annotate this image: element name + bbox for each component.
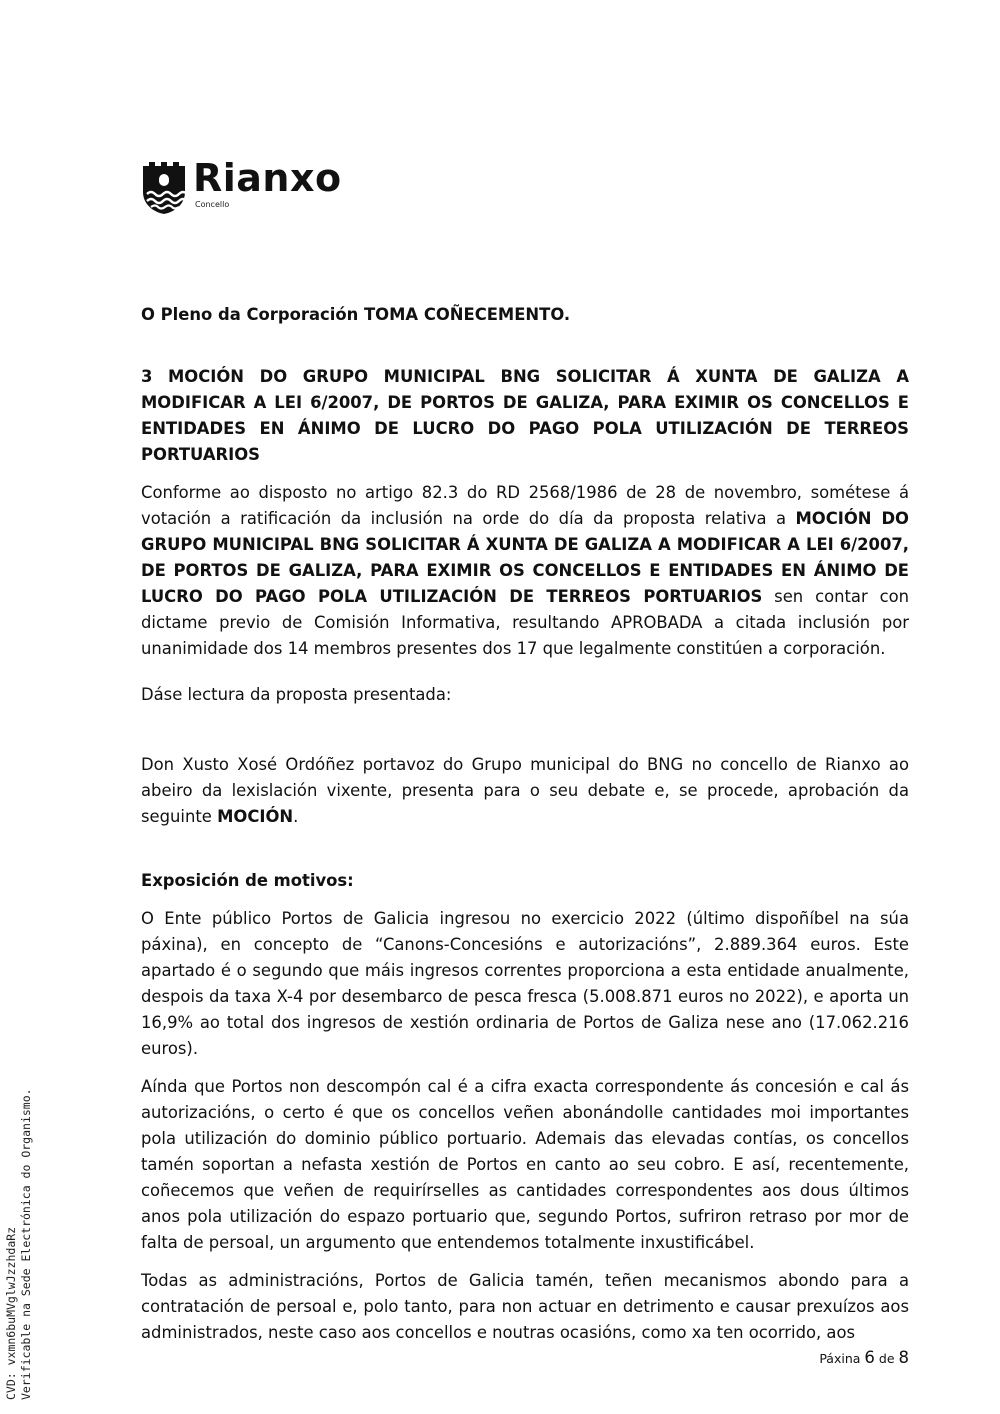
paragraph-lectura: Dáse lectura da proposta presentada: (141, 685, 452, 704)
verification-note: Verificable na Sede Electrónica do Organismo. (19, 1088, 33, 1400)
page-of: de (878, 1351, 895, 1366)
cvd-code: CVD: vxmn6buMVglwJzzhdaRz (4, 1226, 18, 1400)
logo-subtitle: Concello (195, 200, 230, 209)
paragraph-motivos-2: Aínda que Portos non descompón cal é a cifra exacta correspondente ás concesión e cal ás autorizacións, o certo é que os concellos veñen abonándolle cantidades moi importantes pola utilización do dominio público portuario. Ademais das elevadas contías, os concellos tamén soportan a nefasta xestión de Portos en canto ao seu cobro. E así, recentemente, coñecemos que veñen de requirírselles as cantidades correspondentes aos dous últimos anos pola utilización do espazo portuario que, segundo Portos, sufriron retraso por mor de falta de persoal, un argumento que entendemos totalmente inxustificábel. (141, 1077, 909, 1252)
page-total: 8 (898, 1348, 909, 1367)
logo-name: Rianxo (193, 156, 342, 200)
paragraph-motivos-3: Todas as administracións, Portos de Galicia tamén, teñen mecanismos abondo para a contratación de persoal e, polo tanto, para non actuar en detrimento e causar prexuízos aos administrados, neste caso aos concellos e noutras ocasións, como xa ten ocorrido, aos (141, 1271, 909, 1342)
castle-shield-icon (141, 162, 187, 214)
paragraph-ratification: Conforme ao disposto no artigo 82.3 do RD 2568/1986 de 28 de novembro, sométese á votación a ratificación da inclusión na orde do día da proposta relativa a MOCIÓN DO GRUPO MUNICIPAL BNG SOLICITAR Á XUNTA DE GALIZA A MODIFICAR A LEI 6/2007, DE PORTOS DE GALIZA, PARA EXIMIR OS CONCELLOS E ENTIDADES EN ÁNIMO DE LUCRO DO PAGO POLA UTILIZACIÓN DE TERREOS PORTUARIOS sen contar con dictame previo de Comisión Informativa, resultando APROBADA a citada inclusión por unanimidade dos 14 membros presentes dos 17 que legalmente constitúen a corporación. (141, 483, 909, 658)
page-footer (819, 1348, 909, 1367)
page-number: 6 (864, 1348, 875, 1367)
page-label: Páxina (819, 1351, 861, 1366)
concello-logo (141, 156, 351, 216)
motion-heading: 3 MOCIÓN DO GRUPO MUNICIPAL BNG SOLICITAR Á XUNTA DE GALIZA A MODIFICAR A LEI 6/2007, DE PORTOS DE GALIZA, PARA EXIMIR OS CONCELLOS E ENTIDADES EN ÁNIMO DE LUCRO DO PAGO POLA UTILIZACIÓN DE TERREOS PORTUARIOS (141, 367, 909, 464)
section-title: Exposición de motivos: (141, 871, 354, 890)
paragraph-presenter: Don Xusto Xosé Ordóñez portavoz do Grupo municipal do BNG no concello de Rianxo ao abeiro da lexislación vixente, presenta para o seu debate e, se procede, aprobación da seguinte MOCIÓN. (141, 755, 909, 826)
paragraph-motivos-1: O Ente público Portos de Galicia ingresou no exercicio 2022 (último dispoñíbel na súa páxina), en concepto de “Canons-Concesións e autorizacións”, 2.889.364 euros. Este apartado é o segundo que máis ingresos correntes proporciona a esta entidade anualmente, despois da taxa X-4 por desembarco de pesca fresca (5.008.871 euros no 2022), e aporta un 16,9% ao total dos ingresos de xestión ordinaria de Portos de Galiza nese ano (17.062.216 euros). (141, 909, 909, 1058)
document-body (141, 302, 909, 1346)
paragraph-pleno: O Pleno da Corporación TOMA COÑECEMENTO. (141, 305, 571, 324)
verification-sidebar (4, 1030, 34, 1400)
